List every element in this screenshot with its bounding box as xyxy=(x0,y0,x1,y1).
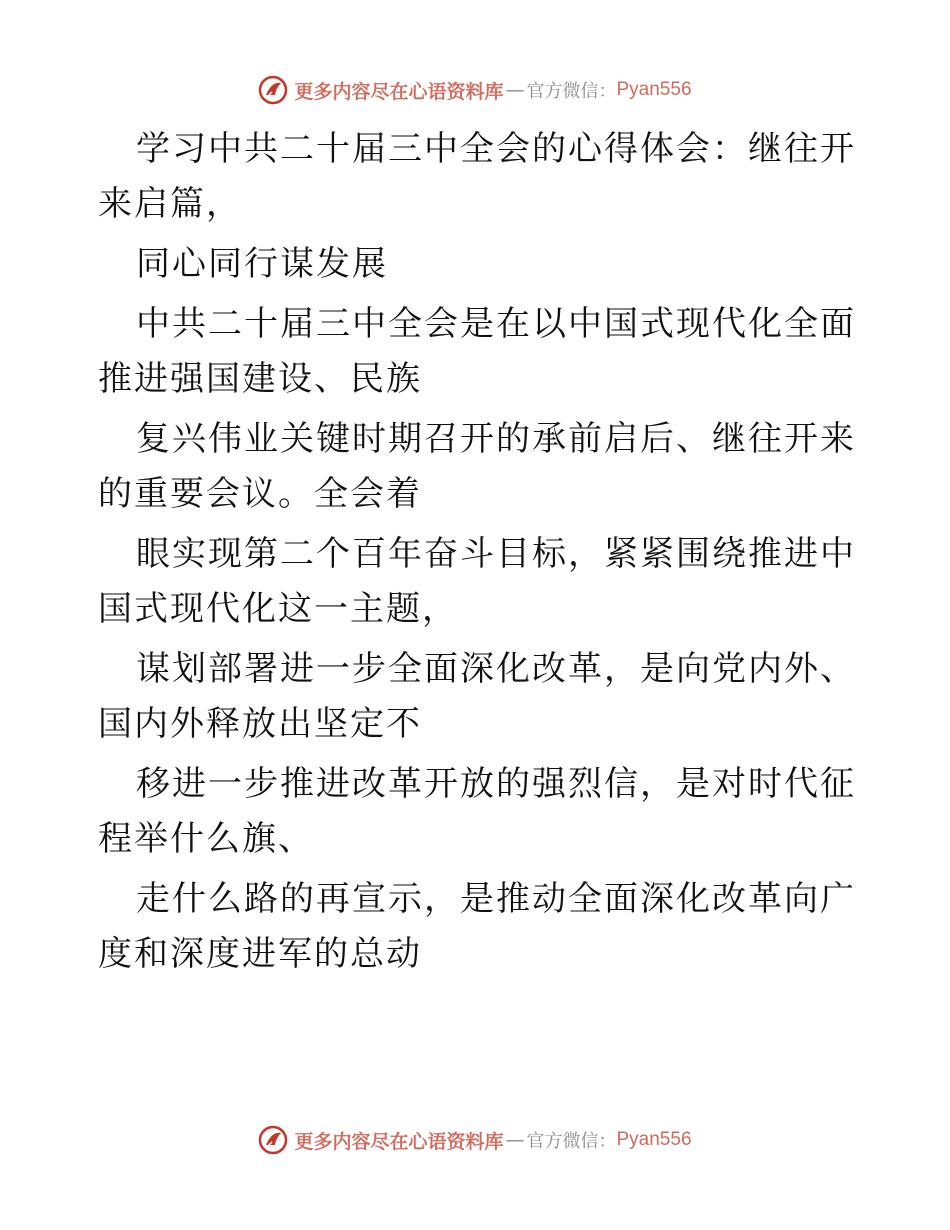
paragraph: 中共二十届三中全会是在以中国式现代化全面推进强国建设、民族 xyxy=(98,304,856,399)
banner-site-text: 更多内容尽在心语资料库 xyxy=(294,1130,504,1153)
paragraph: 学习中共二十届三中全会的心得体会：继往开来启篇， xyxy=(98,129,856,224)
paragraph: 移进一步推进改革开放的强烈信，是对时代征程举什么旗、 xyxy=(98,764,856,859)
banner-dash: — xyxy=(505,79,525,101)
paragraph: 谋划部署进一步全面深化改革，是向党内外、国内外释放出坚定不 xyxy=(98,649,856,744)
banner-site-text: 更多内容尽在心语资料库 xyxy=(294,80,504,103)
pen-nib-logo-icon xyxy=(258,1125,288,1155)
paragraph: 复兴伟业关键时期召开的承前启后、继往开来的重要会议。全会着 xyxy=(98,419,856,514)
banner-wechat-label: 官方微信： xyxy=(526,81,617,102)
banner-wechat-id: Pyan556 xyxy=(616,1129,692,1150)
header-banner xyxy=(0,70,950,110)
banner-dash: — xyxy=(505,1129,525,1151)
paragraph: 眼实现第二个百年奋斗目标，紧紧围绕推进中国式现代化这一主题， xyxy=(98,534,856,629)
paragraph: 走什么路的再宣示，是推动全面深化改革向广度和深度进军的总动 xyxy=(98,879,856,974)
banner-wechat-label: 官方微信： xyxy=(526,1131,617,1152)
paragraph: 同心同行谋发展 xyxy=(136,244,388,284)
document-body xyxy=(98,122,858,987)
pen-nib-logo-icon xyxy=(258,75,288,105)
footer-banner xyxy=(0,1120,950,1160)
banner-wechat-id: Pyan556 xyxy=(616,79,692,100)
